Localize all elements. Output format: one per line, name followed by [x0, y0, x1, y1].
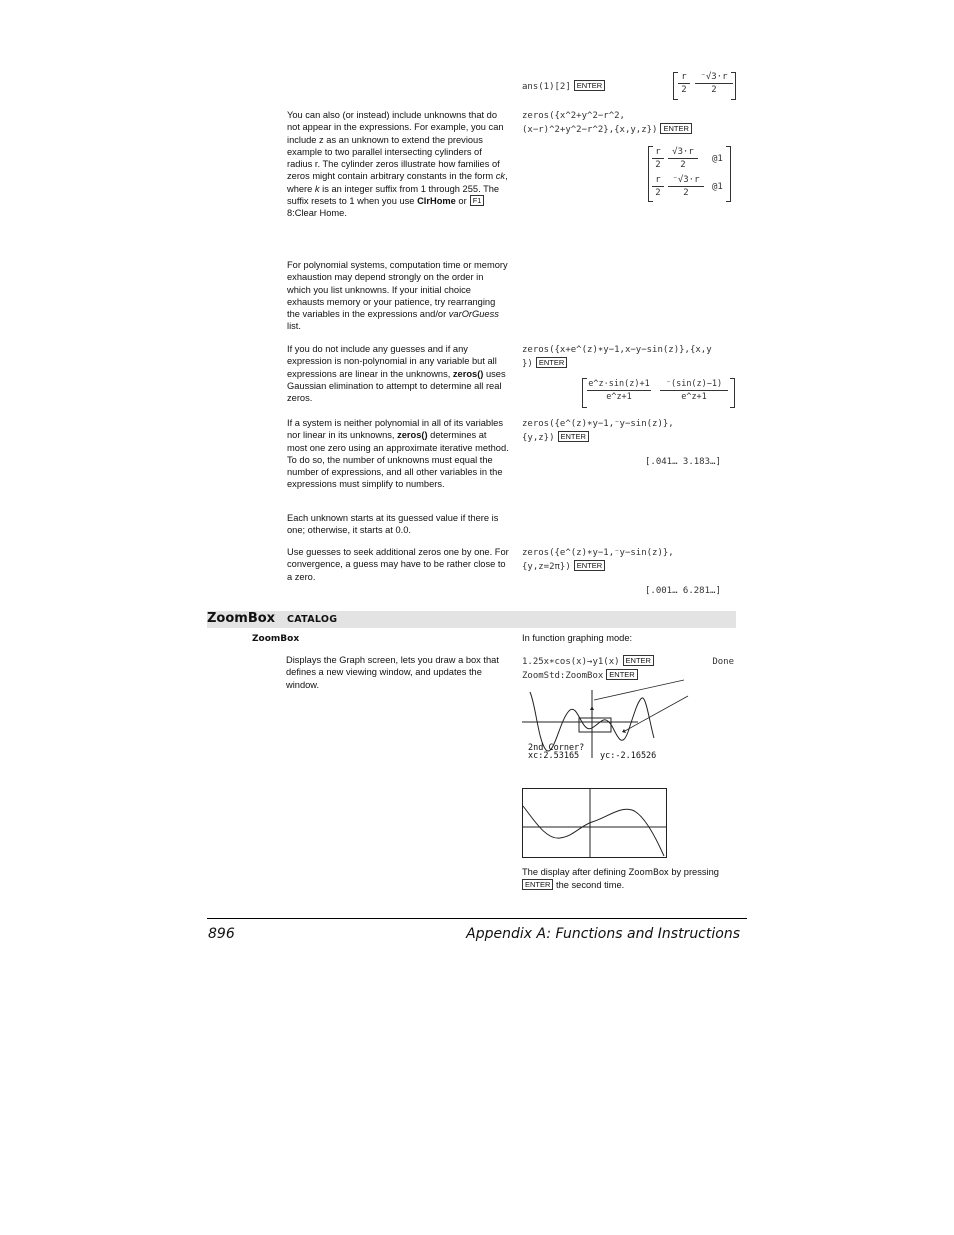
- mode-note: In function graphing mode:: [522, 633, 633, 643]
- enter-key: ENTER: [558, 431, 589, 442]
- done-result: Done: [712, 657, 734, 667]
- enter-key: ENTER: [660, 123, 691, 134]
- ans-command: ans(1)[2]: [522, 82, 571, 92]
- enter-key: ENTER: [574, 80, 605, 91]
- enter-key: ENTER: [574, 560, 605, 571]
- zoombox-description: Displays the Graph screen, lets you draw a box that defines a new viewing window, and updates the window.: [286, 655, 499, 690]
- paragraph-iterative: If a system is neither polynomial in all of its variables nor linear in its unknowns, zeros() determines at most one zero using an approximate iterative method. To do so, the number of unknowns must equal the number of expressions, and all other variables in the expressions must simplify to numbers.: [287, 418, 509, 490]
- screen-prompt: 2nd Corner?: [528, 743, 585, 753]
- paragraph-polynomial: For polynomial systems, computation time or memory exhaustion may depend strongly on the order in which you list unknowns. If your initial choice exhausts memory or your patience, try rearranging the variables in the expressions and/or varOrGuess list.: [287, 260, 508, 332]
- zeros-result-4: [.001… 6.281…]: [645, 586, 721, 596]
- catalog-label: CATALOG: [287, 614, 338, 625]
- footer-rule: [207, 918, 747, 919]
- ans-entry: [522, 80, 605, 94]
- zeros-entry-3: zeros({e^(z)∗y−1,⁻y−sin(z)}, {y,z}) ENTER: [522, 419, 674, 443]
- paragraph-guesses: Use guesses to seek additional zeros one by one. For convergence, a guess may have to be rather close to a zero.: [287, 547, 509, 582]
- paragraph-unknowns: You can also (or instead) include unknowns that do not appear in the expressions. For example, you can include z as an unknown to extend the previous example to two parallel intersecting cylinders of radius r. The cylinder zeros illustrate how families of zeros might contain arbitrary constants in the form ck, where k is an integer suffix from 1 through 255. The suffix resets to 1 when you use ClrHome or F1 8:Clear Home.: [287, 110, 508, 219]
- paragraph-linear: If you do not include any guesses and if any expression is non-polynomial in any variable but all expressions are linear in the unknowns, zeros() uses Gaussian elimination to attempt to determine all real zeros.: [287, 344, 506, 404]
- graph-screen-zoombox: [520, 678, 692, 760]
- enter-key: ENTER: [606, 669, 637, 680]
- zoombox-header: [207, 611, 736, 628]
- zoombox-cmd-1: 1.25x∗cos(x)→y1(x) ENTER Done: [522, 656, 734, 667]
- zeros-entry-2: zeros({x+e^(z)∗y−1,x−y−sin(z)},{x,y }) ENTER: [522, 345, 712, 369]
- zeros-entry-4: zeros({e^(z)∗y−1,⁻y−sin(z)}, {y,z=2π}) ENTER: [522, 548, 674, 572]
- enter-key: ENTER: [536, 357, 567, 368]
- result-matrix-3: e^z⋅sin(z)+1 e^z+1 ⁻(sin(z)−1) e^z+1: [582, 378, 735, 408]
- enter-key: ENTER: [522, 879, 553, 890]
- zeros-result-3: [.041… 3.183…]: [645, 457, 721, 467]
- zoombox-cmd-2: ZoomStd:ZoomBox ENTER: [522, 669, 638, 683]
- graph-screen-zoomed: [522, 788, 668, 858]
- paragraph-start-value: Each unknown starts at its guessed value if there is one; otherwise, it starts at 0.0.: [287, 513, 499, 536]
- zeros-entry-1: zeros({x^2+y^2−r^2, (x−r)^2+y^2−r^2},{x,y,z}) ENTER: [522, 109, 692, 137]
- footer-title: Appendix A: Functions and Instructions: [466, 926, 740, 942]
- screen-xc: xc:2.53165: [528, 751, 580, 760]
- zoombox-caption: The display after defining ZoomBox by pressing ENTER the second time.: [522, 867, 719, 891]
- zoombox-syntax: ZoomBox: [252, 634, 300, 644]
- result-matrix-2: r 2 √3⋅r 2 @1 r 2 ⁻√3⋅r 2 @1: [648, 146, 731, 202]
- result-matrix-1: r 2 ⁻√3⋅r 2: [673, 72, 736, 100]
- zoombox-title: ZoomBox: [207, 611, 276, 626]
- enter-key: ENTER: [623, 655, 654, 666]
- f1-key: F1: [470, 195, 485, 206]
- page-number: 896: [208, 926, 235, 942]
- screen-yc: yc:-2.16526: [600, 751, 657, 760]
